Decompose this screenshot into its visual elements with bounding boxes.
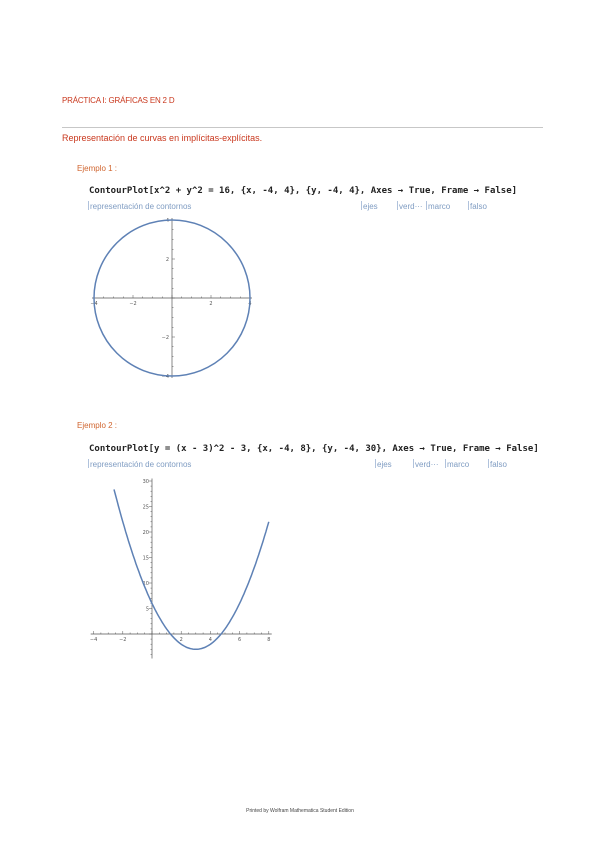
parabola-curve xyxy=(114,489,269,649)
y-tick-label: −2 xyxy=(161,335,169,341)
example-1-label: Ejemplo 1 : xyxy=(77,164,118,173)
x-tick-label: 4 xyxy=(208,637,212,643)
hint-false[interactable]: falso xyxy=(490,460,507,469)
hint-contour[interactable]: representación de contornos xyxy=(90,202,192,211)
hint-frame[interactable]: marco xyxy=(447,460,470,469)
y-tick-label: 30 xyxy=(142,479,149,485)
example-2-label: Ejemplo 2 : xyxy=(77,421,118,430)
y-tick-label: 20 xyxy=(142,530,149,536)
x-tick-label: −4 xyxy=(89,637,98,643)
hint-axes[interactable]: ejes xyxy=(377,460,392,469)
y-tick-label: 25 xyxy=(142,504,149,511)
parabola-plot xyxy=(82,472,278,664)
y-tick-label: 2 xyxy=(165,257,169,263)
y-tick-label: 4 xyxy=(165,218,169,224)
hint-axes[interactable]: ejes xyxy=(363,202,378,211)
x-tick-label: −2 xyxy=(119,637,127,643)
x-tick-label: 6 xyxy=(238,637,242,643)
x-tick-label: −2 xyxy=(129,301,137,307)
x-tick-label: 8 xyxy=(267,637,271,643)
y-tick-label: 10 xyxy=(142,581,149,587)
x-tick-label: 4 xyxy=(248,301,252,307)
example-1-code[interactable]: ContourPlot[x^2 + y^2 = 16, {x, -4, 4}, {y, -4, 4}, Axes → True, Frame → False] xyxy=(89,186,518,196)
hint-true[interactable]: verd··· xyxy=(415,460,439,469)
hint-frame[interactable]: marco xyxy=(428,202,451,211)
section-heading: Representación de curvas en implícitas-explícitas. xyxy=(62,133,263,143)
hint-contour[interactable]: representación de contornos xyxy=(90,460,192,469)
y-tick-label: 15 xyxy=(142,555,149,562)
x-tick-label: −4 xyxy=(90,301,98,307)
section-divider xyxy=(62,127,543,128)
example-2-code[interactable]: ContourPlot[y = (x - 3)^2 - 3, {x, -4, 8}, {y, -4, 30}, Axes → True, Frame → False] xyxy=(89,444,539,454)
page-title: PRÁCTICA I: GRÁFICAS EN 2 D xyxy=(62,96,175,105)
x-tick-label: 2 xyxy=(209,301,213,307)
y-tick-label: 5 xyxy=(145,606,149,613)
x-tick-label: 2 xyxy=(179,637,183,643)
hint-false[interactable]: falso xyxy=(470,202,487,211)
y-tick-label: −4 xyxy=(161,374,169,380)
hint-true[interactable]: verd··· xyxy=(399,202,423,211)
circle-plot xyxy=(80,212,264,388)
footer-note: Printed by Wolfram Mathematica Student Edition xyxy=(246,808,354,814)
